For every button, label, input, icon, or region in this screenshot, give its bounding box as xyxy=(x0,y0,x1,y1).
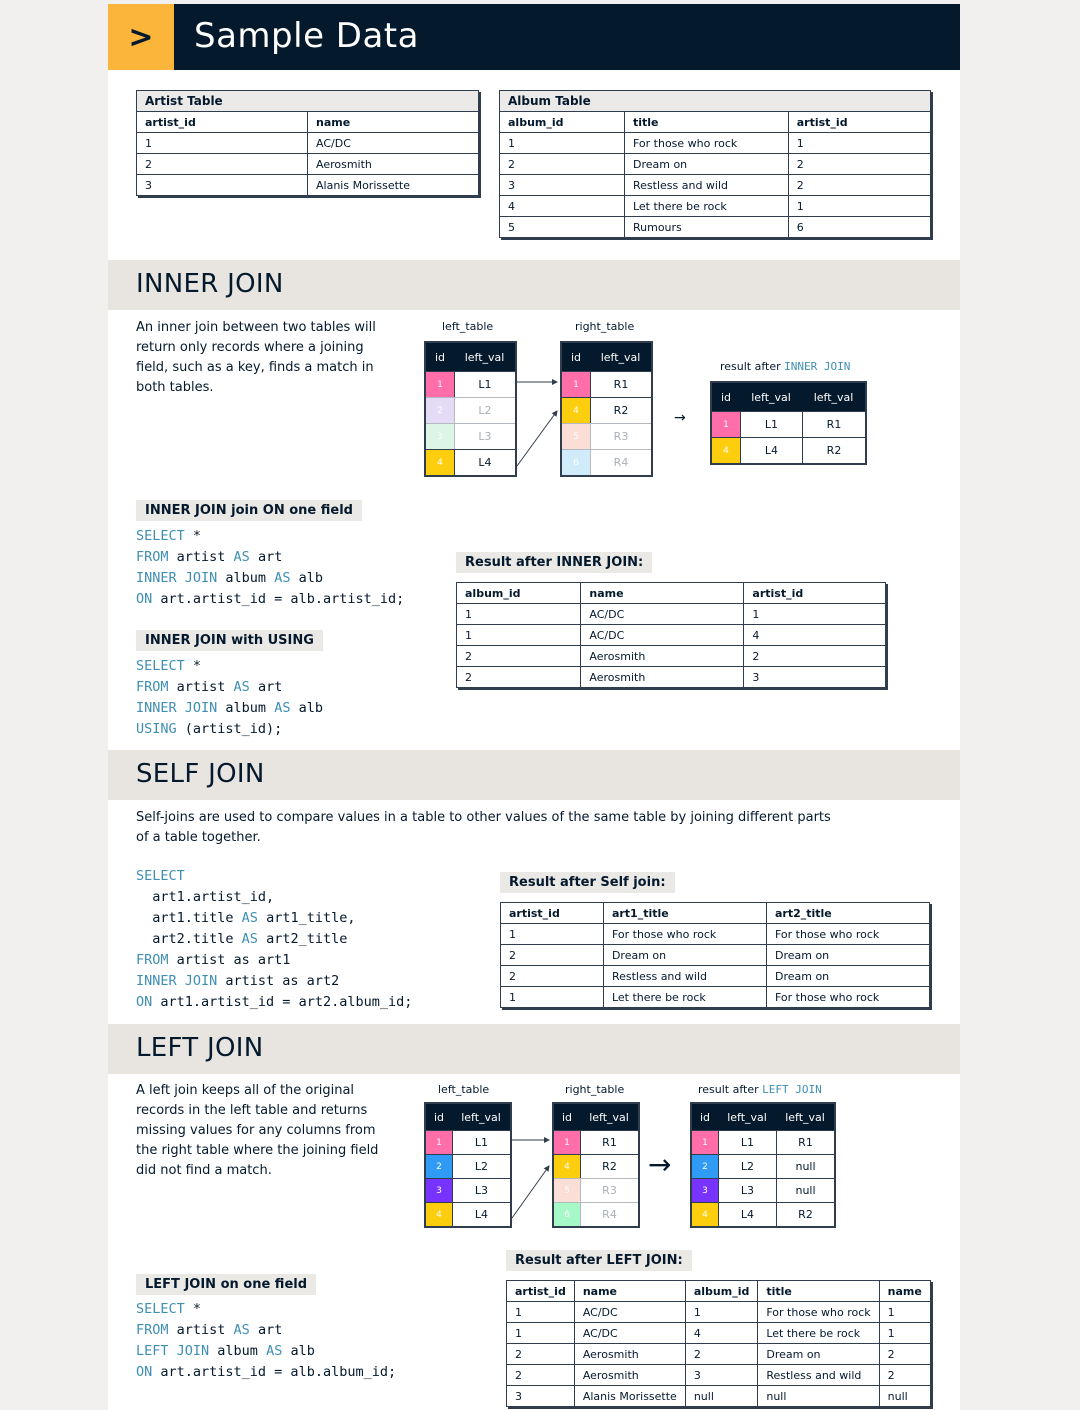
table-cell: 2 xyxy=(685,1344,758,1365)
inner-code1-label: INNER JOIN join ON one field xyxy=(136,500,362,521)
column-header: album_id xyxy=(685,1281,758,1302)
venn-value-cell: R4 xyxy=(590,450,651,475)
venn-id-cell: 1 xyxy=(426,1131,452,1154)
venn-id-cell: 4 xyxy=(426,450,454,475)
table-cell: 4 xyxy=(744,625,886,646)
left-code-label: LEFT JOIN on one field xyxy=(136,1274,316,1295)
table-cell: Dream on xyxy=(766,945,929,966)
venn-value-cell: R2 xyxy=(776,1203,834,1226)
left-arrow-icon: → xyxy=(648,1148,672,1181)
venn-id-cell: 5 xyxy=(562,424,590,449)
table-cell: 4 xyxy=(685,1323,758,1344)
table-cell: Dream on xyxy=(603,945,766,966)
table-cell: 3 xyxy=(685,1365,758,1386)
table-cell: 3 xyxy=(137,175,308,196)
table-cell: Aerosmith xyxy=(574,1365,685,1386)
venn-value-cell: L1 xyxy=(740,412,802,437)
venn-header-cell: id xyxy=(699,1110,711,1124)
venn-id-cell: 4 xyxy=(562,398,590,423)
left-result-label-kw: LEFT JOIN xyxy=(762,1083,822,1096)
table-cell: Aerosmith xyxy=(581,667,744,688)
venn-value-cell: R1 xyxy=(580,1131,638,1154)
table-cell: AC/DC xyxy=(574,1302,685,1323)
left-result-caption: Result after LEFT JOIN: xyxy=(506,1250,692,1271)
table-cell: For those who rock xyxy=(603,924,766,945)
table-cell: Let there be rock xyxy=(758,1323,879,1344)
table-cell: 2 xyxy=(744,646,886,667)
table-cell: null xyxy=(879,1386,930,1407)
venn-value-cell: L1 xyxy=(718,1131,776,1154)
inner-result-label-prefix: result after xyxy=(720,360,785,373)
table-cell: 2 xyxy=(507,1344,575,1365)
venn-header-cell: id xyxy=(434,350,446,364)
venn-header-cell: id xyxy=(720,390,732,404)
venn-header-cell: left_val xyxy=(600,350,641,364)
table-cell: Dream on xyxy=(758,1344,879,1365)
table-cell: AC/DC xyxy=(581,625,744,646)
table-cell: 1 xyxy=(744,604,886,625)
venn-id-cell: 1 xyxy=(554,1131,580,1154)
table-cell: AC/DC xyxy=(581,604,744,625)
venn-value-cell: L1 xyxy=(452,1131,510,1154)
table-cell: 1 xyxy=(507,1302,575,1323)
venn-id-cell: 2 xyxy=(692,1155,718,1178)
inner-result-caption: Result after INNER JOIN: xyxy=(456,552,652,573)
table-cell: Restless and wild xyxy=(758,1365,879,1386)
column-header: artist_id xyxy=(744,583,886,604)
left-join-heading: LEFT JOIN xyxy=(136,1033,264,1063)
inner-result-label-kw: INNER JOIN xyxy=(784,360,851,373)
table-cell: 1 xyxy=(501,987,604,1008)
venn-header-cell: left_val xyxy=(589,1110,629,1124)
venn-header-cell: left_val xyxy=(464,350,505,364)
venn-value-cell: R1 xyxy=(802,412,865,437)
inner-connector-2 xyxy=(517,411,557,466)
column-header: name xyxy=(574,1281,685,1302)
venn-value-cell: R3 xyxy=(580,1179,638,1202)
column-header: name xyxy=(879,1281,930,1302)
table-cell: 4 xyxy=(500,196,625,217)
cheat-sheet xyxy=(108,4,960,1410)
left-left-table-label: left_table xyxy=(438,1083,490,1096)
column-header: name xyxy=(308,112,479,133)
venn-id-cell: 4 xyxy=(712,438,740,463)
table-cell: Restless and wild xyxy=(624,175,788,196)
table-cell: 1 xyxy=(685,1302,758,1323)
venn-header-cell: left_val xyxy=(785,1110,825,1124)
column-header: artist_id xyxy=(137,112,308,133)
venn-id-cell: 4 xyxy=(426,1203,452,1226)
table-cell: Dream on xyxy=(624,154,788,175)
venn-id-cell: 2 xyxy=(426,398,454,423)
table-cell: 2 xyxy=(501,945,604,966)
column-header: name xyxy=(581,583,744,604)
table-cell: 1 xyxy=(788,133,930,154)
table-cell: 2 xyxy=(500,154,625,175)
column-header: artist_id xyxy=(507,1281,575,1302)
venn-value-cell: null xyxy=(776,1179,834,1202)
table-cell: 1 xyxy=(879,1323,930,1344)
table-cell: 2 xyxy=(879,1365,930,1386)
venn-value-cell: L4 xyxy=(454,450,515,475)
venn-id-cell: 4 xyxy=(554,1155,580,1178)
column-header: art1_title xyxy=(603,903,766,924)
venn-value-cell: L4 xyxy=(718,1203,776,1226)
venn-id-cell: 2 xyxy=(426,1155,452,1178)
table-cell: 2 xyxy=(788,154,930,175)
table-cell: For those who rock xyxy=(766,987,929,1008)
self-join-description: Self-joins are used to compare values in a table to other values of the same table by joining different parts of a table together. xyxy=(136,810,831,845)
venn-value-cell: R2 xyxy=(580,1155,638,1178)
page-title: Sample Data xyxy=(194,16,419,56)
venn-value-cell: L2 xyxy=(454,398,515,423)
self-join-heading: SELF JOIN xyxy=(136,759,265,789)
venn-value-cell: L3 xyxy=(718,1179,776,1202)
inner-code1-block: SELECT * FROM artist AS art INNER JOIN album AS alb ON art.artist_id = alb.artist_id; xyxy=(136,528,405,607)
venn-id-cell: 1 xyxy=(562,372,590,397)
table-cell: 2 xyxy=(501,966,604,987)
table-caption: Artist Table xyxy=(137,91,479,112)
venn-value-cell: R4 xyxy=(580,1203,638,1226)
left-join-code-block: SELECT * FROM artist AS art LEFT JOIN album AS alb ON art.artist_id = alb.album_id; xyxy=(136,1301,397,1380)
table-cell: Dream on xyxy=(766,966,929,987)
venn-id-cell: 1 xyxy=(426,372,454,397)
table-cell: 2 xyxy=(507,1365,575,1386)
left-result-label-prefix: result after xyxy=(698,1083,763,1096)
self-join-code-block: SELECT art1.artist_id, art1.title AS art1_title, art2.title AS art2_title FROM artist as art1 INNER JOIN artist as art2 ON art1.artist_id = art2.album_id; xyxy=(136,868,413,1010)
table-cell: 2 xyxy=(457,646,581,667)
inner-code2-label: INNER JOIN with USING xyxy=(136,630,323,651)
column-header: title xyxy=(624,112,788,133)
venn-value-cell: R3 xyxy=(590,424,651,449)
table-cell: 2 xyxy=(457,667,581,688)
inner-code2-block: SELECT * FROM artist AS art INNER JOIN album AS alb USING (artist_id); xyxy=(136,658,323,737)
column-header: artist_id xyxy=(501,903,604,924)
table-cell: 1 xyxy=(788,196,930,217)
venn-id-cell: 3 xyxy=(426,424,454,449)
table-cell: Let there be rock xyxy=(603,987,766,1008)
table-cell: 2 xyxy=(879,1344,930,1365)
inner-join-description: An inner join between two tables will return only records where a joining field, such as a key, finds a match in both tables. xyxy=(136,320,376,395)
table-cell: 1 xyxy=(507,1323,575,1344)
venn-id-cell: 4 xyxy=(692,1203,718,1226)
left-right-table-label: right_table xyxy=(565,1083,625,1096)
table-cell: AC/DC xyxy=(574,1323,685,1344)
column-header: album_id xyxy=(500,112,625,133)
table-cell: 3 xyxy=(500,175,625,196)
table-cell: Restless and wild xyxy=(603,966,766,987)
venn-value-cell: L1 xyxy=(454,372,515,397)
table-cell: 1 xyxy=(137,133,308,154)
table-cell: 2 xyxy=(137,154,308,175)
table-cell: For those who rock xyxy=(758,1302,879,1323)
venn-id-cell: 1 xyxy=(712,412,740,437)
venn-value-cell: R1 xyxy=(590,372,651,397)
table-cell: Rumours xyxy=(624,217,788,238)
table-cell: Alanis Morissette xyxy=(574,1386,685,1407)
table-cell: 1 xyxy=(457,625,581,646)
table-cell: Aerosmith xyxy=(308,154,479,175)
venn-header-cell: left_val xyxy=(813,390,854,404)
self-result-caption: Result after Self join: xyxy=(500,872,675,893)
connector-lines xyxy=(108,4,960,1410)
venn-id-cell: 6 xyxy=(554,1203,580,1226)
table-cell: Aerosmith xyxy=(581,646,744,667)
table-cell: null xyxy=(685,1386,758,1407)
table-cell: 1 xyxy=(457,604,581,625)
venn-header-cell: id xyxy=(570,350,582,364)
left-join-description: A left join keeps all of the original records in the left table and returns missing values for any columns from the right table where the joining field did not find a match. xyxy=(136,1083,379,1178)
table-cell: 5 xyxy=(500,217,625,238)
column-header: album_id xyxy=(457,583,581,604)
venn-id-cell: 1 xyxy=(692,1131,718,1154)
venn-id-cell: 5 xyxy=(554,1179,580,1202)
table-cell: null xyxy=(758,1386,879,1407)
venn-value-cell: L3 xyxy=(454,424,515,449)
table-cell: For those who rock xyxy=(624,133,788,154)
venn-value-cell: R1 xyxy=(776,1131,834,1154)
venn-value-cell: R2 xyxy=(802,438,865,463)
column-header: art2_title xyxy=(766,903,929,924)
table-cell: 3 xyxy=(507,1386,575,1407)
table-cell: 1 xyxy=(879,1302,930,1323)
venn-id-cell: 6 xyxy=(562,450,590,475)
venn-value-cell: L4 xyxy=(740,438,802,463)
table-cell: For those who rock xyxy=(766,924,929,945)
column-header: artist_id xyxy=(788,112,930,133)
table-cell: Let there be rock xyxy=(624,196,788,217)
inner-left-table-label: left_table xyxy=(442,320,494,333)
venn-header-cell: id xyxy=(433,1110,445,1124)
table-cell: 6 xyxy=(788,217,930,238)
venn-id-cell: 3 xyxy=(692,1179,718,1202)
venn-header-cell: id xyxy=(561,1110,573,1124)
venn-id-cell: 3 xyxy=(426,1179,452,1202)
table-cell: 1 xyxy=(501,924,604,945)
chevron-icon: > xyxy=(108,4,174,70)
venn-value-cell: L4 xyxy=(452,1203,510,1226)
table-cell: 3 xyxy=(744,667,886,688)
venn-value-cell: null xyxy=(776,1155,834,1178)
venn-value-cell: L2 xyxy=(452,1155,510,1178)
venn-value-cell: L3 xyxy=(452,1179,510,1202)
venn-header-cell: left_val xyxy=(461,1110,501,1124)
venn-header-cell: left_val xyxy=(751,390,791,404)
venn-value-cell: R2 xyxy=(590,398,651,423)
table-cell: Alanis Morissette xyxy=(308,175,479,196)
venn-header-cell: left_val xyxy=(727,1110,767,1124)
venn-value-cell: L2 xyxy=(718,1155,776,1178)
left-connector-2 xyxy=(512,1166,549,1218)
inner-right-table-label: right_table xyxy=(575,320,635,333)
column-header: title xyxy=(758,1281,879,1302)
table-cell: 2 xyxy=(788,175,930,196)
table-cell: 1 xyxy=(500,133,625,154)
table-caption: Album Table xyxy=(500,91,931,112)
inner-join-heading: INNER JOIN xyxy=(136,269,284,299)
table-cell: Aerosmith xyxy=(574,1344,685,1365)
inner-arrow-icon: → xyxy=(674,410,686,426)
table-cell: AC/DC xyxy=(308,133,479,154)
